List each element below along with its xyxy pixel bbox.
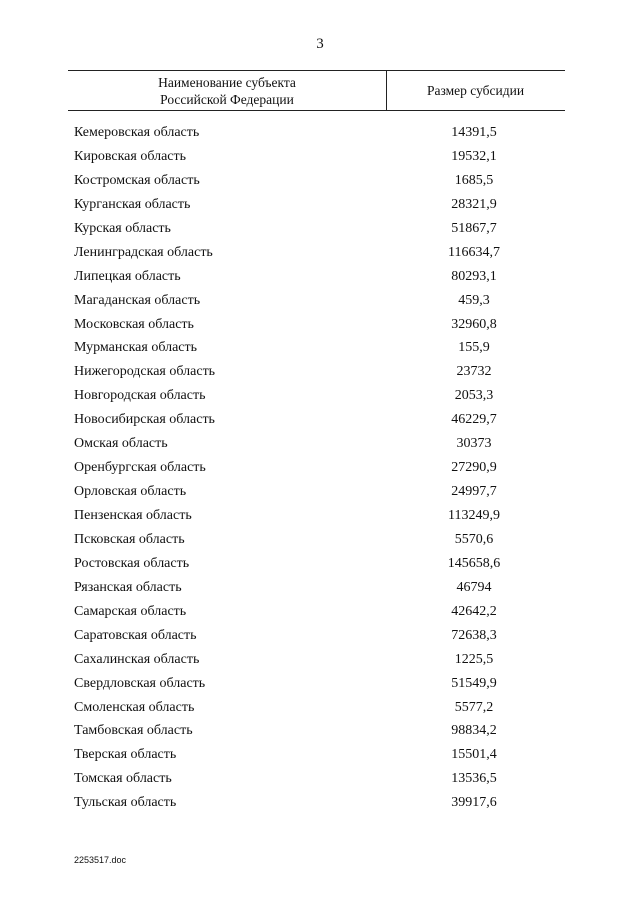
region-name: Саратовская область [74,627,197,643]
region-name: Томская область [74,771,172,787]
subsidy-value: 155,9 [458,340,490,356]
region-name: Костромская область [74,172,200,188]
subsidy-value: 39917,6 [451,795,497,811]
header-subsidy-amount: Размер субсидии [426,83,525,98]
region-name: Курганская область [74,196,191,212]
table-row [74,121,564,145]
region-name: Омская область [74,436,168,452]
subsidy-value: 30373 [456,436,492,452]
table-row [74,432,564,456]
region-name: Псковская область [74,531,185,547]
region-name: Тверская область [74,747,177,763]
subsidy-value: 116634,7 [448,244,500,260]
region-name: Кировская область [74,148,187,164]
table-row [74,480,564,504]
subsidy-value: 13536,5 [451,771,497,787]
header-region-line1: Наименование субъекта [158,74,296,90]
region-name: Ростовская область [74,555,190,571]
subsidy-value: 5570,6 [454,531,494,547]
table-row [74,217,564,241]
table-row [74,169,564,193]
table-row [74,408,564,432]
header-region-name [68,71,387,110]
table-row [74,145,564,169]
table-row [74,384,564,408]
region-name: Тамбовская область [74,723,193,739]
region-name: Рязанская область [74,579,182,595]
header-region-line2: Российской Федерации [160,91,294,107]
subsidy-value: 459,3 [458,292,490,308]
table-row [74,648,564,672]
table-row [74,313,564,337]
document-filename: 2253517.doc [74,855,127,865]
table-row [74,576,564,600]
region-name: Мурманская область [74,340,198,356]
region-name: Сахалинская область [74,651,200,667]
table-row [74,360,564,384]
subsidy-value: 14391,5 [451,125,497,140]
subsidy-value: 2053,3 [454,388,494,404]
subsidy-value: 42642,2 [451,603,497,619]
table-row [74,504,564,528]
region-name: Липецкая область [74,268,181,284]
subsidy-value: 15501,4 [451,747,497,763]
region-name: Кемеровская область [74,125,200,140]
table-row [74,767,564,791]
table-row [74,600,564,624]
subsidy-value: 28321,9 [451,196,497,212]
region-name: Новгородская область [74,388,206,404]
table-row [74,193,564,217]
region-name: Нижегородская область [74,364,216,380]
table-row [74,456,564,480]
region-name: Смоленская область [74,699,195,715]
region-name: Ленинградская область [74,244,213,260]
region-name: Оренбургская область [74,460,206,476]
page-number: 3 [316,36,324,52]
table-row [74,791,564,815]
subsidy-value: 72638,3 [451,627,497,643]
table-row [74,552,564,576]
table-row [74,696,564,720]
region-name: Курская область [74,220,171,236]
region-name: Самарская область [74,603,187,619]
table-row [74,528,564,552]
region-name: Тульская область [74,795,177,811]
subsidy-value: 80293,1 [451,268,497,284]
subsidy-value: 5577,2 [454,699,494,715]
subsidy-value: 23732 [456,364,492,380]
subsidy-value: 98834,2 [451,723,497,739]
subsidy-value: 1225,5 [454,651,494,667]
table-row [74,241,564,265]
subsidy-value: 27290,9 [451,460,497,476]
subsidy-value: 46229,7 [451,412,497,428]
subsidy-value: 113249,9 [448,508,500,523]
table-header [68,70,565,111]
subsidy-value: 51549,9 [451,675,497,691]
subsidy-value: 32960,8 [451,316,497,332]
region-name: Новосибирская область [74,412,215,428]
table-row [74,719,564,743]
table-body [74,121,564,815]
subsidy-value: 145658,6 [447,555,501,571]
table-row [74,336,564,360]
region-name: Магаданская область [74,292,201,308]
subsidy-value: 19532,1 [451,148,497,164]
region-name: Орловская область [74,484,187,500]
region-name: Пензенская область [74,508,192,523]
subsidy-value: 51867,7 [451,220,497,236]
table-row [74,624,564,648]
table-row [74,289,564,313]
subsidy-value: 1685,5 [454,172,494,188]
table-row [74,265,564,289]
table-row [74,672,564,696]
subsidy-value: 46794 [456,579,492,595]
region-name: Московская область [74,316,194,332]
region-name: Свердловская область [74,675,206,691]
table-row [74,743,564,767]
subsidy-value: 24997,7 [451,484,497,500]
